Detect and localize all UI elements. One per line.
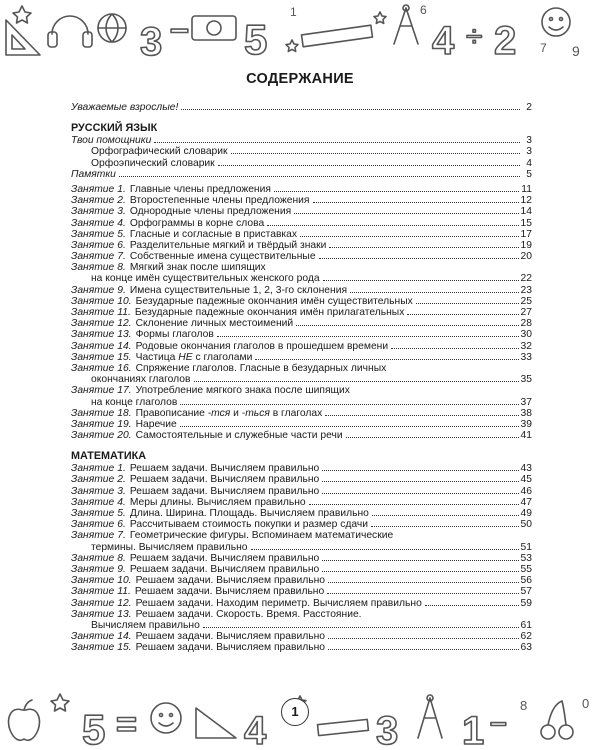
lesson-number: 15. [117,351,132,363]
entry-title: Меры длины. Вычисляем правильно [129,496,306,508]
lesson-label: Занятие [71,508,115,519]
lesson-number: 2. [117,474,126,486]
toc-entry-lesson[interactable] [71,195,532,206]
cherries-icon [541,701,573,739]
lesson-number: 5. [117,228,126,240]
lesson-number: 3. [117,206,126,218]
toc-entry-spelling[interactable] [71,146,532,157]
entry-page: 51 [520,541,532,553]
leader-dots [300,236,519,237]
entry-title: Орфограммы в корне слова [129,217,265,229]
toc-entry-lesson[interactable] [71,486,532,497]
entry-title: Мягкий знак после шипящих [129,262,266,274]
leader-dots [322,571,518,572]
entry-page: 38 [520,407,532,419]
lesson-label: Занятие [71,262,115,274]
entry-page: 20 [520,251,532,263]
toc-entry-lesson[interactable] [71,553,532,564]
toc-entry-lesson[interactable] [71,530,532,541]
decor-digit: 0 [582,696,590,711]
toc-entry-lesson[interactable] [71,363,532,374]
entry-title: Геометрические фигуры. Вспоминаем математические [129,530,394,542]
entry-page: 56 [520,575,532,587]
entry-page: 25 [520,295,532,307]
star-icon [374,12,386,23]
toc-entry-continuation[interactable] [71,374,532,385]
smiley-icon [151,703,181,733]
leader-dots [328,638,519,639]
toc-entry-lesson[interactable] [71,419,532,430]
entry-title: Решаем задачи. Вычисляем правильно [129,563,320,575]
lesson-number: 12. [117,597,132,609]
entry-title: Собственные имена существительные [129,251,316,263]
toc-entry-lesson[interactable] [71,463,532,474]
toc-entry-lesson[interactable] [71,184,532,195]
lesson-number: 13. [117,608,132,620]
decor-digit: 2 [494,19,517,62]
toc-entry-lesson[interactable] [71,318,532,329]
entry-page: 4 [526,157,532,169]
entry-title [136,408,323,419]
lesson-number: 11. [117,586,131,598]
entry-page: 62 [520,631,532,643]
toc-entry-lesson[interactable] [71,206,532,217]
lesson-number: 7. [117,251,126,263]
toc-entry-memos[interactable] [71,169,532,180]
leader-dots [296,325,518,326]
leader-dots [425,605,519,606]
toc-entry-lesson[interactable] [71,296,532,307]
decor-digit: 6 [420,3,427,17]
lesson-label: Занятие [71,318,115,330]
ruler-icon [318,719,369,735]
toc-entry-lesson[interactable] [71,218,532,229]
entry-title: Гласные и согласные в приставках [129,228,298,240]
toc-entry-continuation[interactable] [71,397,532,408]
lesson-number: 15. [117,642,132,654]
section-heading-russian: РУССКИЙ ЯЗЫК [71,122,158,135]
lesson-label: Занятие [71,563,115,575]
entry-title-italic: -тся [207,407,231,419]
toc-entry-continuation[interactable] [71,620,532,631]
toc-entry-lesson[interactable] [71,329,532,340]
lesson-number: 2. [117,195,126,207]
toc-entry-lesson[interactable] [71,609,532,620]
decor-digit: 4 [244,709,267,750]
entry-page: 3 [526,146,532,158]
entry-title [136,352,253,363]
toc-entry-lesson[interactable] [71,341,532,352]
decor-digit: 1 [290,5,297,19]
entry-title: Формы глаголов [135,329,214,341]
entry-page: 59 [520,597,532,609]
lesson-label: Занятие [71,530,115,542]
decor-digit: 9 [572,43,580,59]
lesson-number: 16. [117,362,132,374]
entry-title: Однородные члены предложения [129,206,292,218]
leader-dots [203,627,519,628]
entry-page: 55 [520,563,532,575]
decor-equals: = [116,703,138,744]
entry-page: 49 [520,508,532,519]
section-heading-math: МАТЕМАТИКА [71,450,147,463]
toc-entry-lesson[interactable] [71,251,532,262]
leader-dots [372,515,519,516]
toc-entry-lesson[interactable] [71,508,532,519]
lesson-label: Занятие [71,463,115,475]
lesson-label: Занятие [71,519,115,531]
leader-dots [328,582,519,583]
leader-dots [322,470,518,471]
lesson-label: Занятие [71,385,115,397]
entry-page: 19 [520,239,532,251]
leader-dots [329,247,518,248]
entry-page: 47 [520,496,532,508]
lesson-label: Занятие [71,284,115,296]
entry-title-italic: НЕ [178,351,193,363]
entry-page: 23 [520,284,532,296]
entry-title: Наречие [135,418,177,430]
lesson-number: 4. [117,496,126,508]
lesson-number: 14. [117,340,132,352]
decor-digit: 5 [82,706,106,750]
leader-dots [322,560,518,561]
lesson-label: Занятие [71,195,115,207]
decor-digit: 3 [376,709,399,750]
lesson-number: 9. [117,284,126,296]
top-decoration-band [0,0,600,62]
leader-dots [371,526,519,527]
toc-entry-lesson[interactable] [71,352,532,363]
leader-dots [231,153,520,154]
leader-dots [255,359,518,360]
lesson-label: Занятие [71,183,115,195]
leader-dots [391,348,518,349]
lesson-number: 1. [117,183,126,195]
ruler-icon [302,25,373,47]
toc-entry-lesson[interactable] [71,598,532,609]
entry-title-part: и [230,407,242,419]
toc-entry-continuation[interactable] [71,542,532,553]
decor-digit: 1 [462,709,485,750]
leader-dots [181,109,520,110]
leader-dots [294,213,518,214]
entry-page: 5 [526,168,532,180]
compass-icon [394,5,418,44]
decor-divide: ÷ [466,20,483,53]
entry-title: Имена существительные 1, 2, 3-го склонения [129,284,348,296]
entry-title-continued: на конце имён существительных женского рода [91,273,320,285]
toc-entry-lesson[interactable] [71,240,532,251]
entry-title-continued: окончаниях глаголов [91,374,191,386]
lesson-label: Занятие [71,340,115,352]
entry-title: Решаем задачи. Вычисляем правильно [129,552,320,564]
lesson-label: Занятие [71,575,115,587]
entry-title: Спряжение глаголов. Гласные в безударных личных [135,362,387,374]
lesson-label: Занятие [71,351,115,363]
star-icon [51,694,69,711]
entry-title: Второстепенные члены предложения [129,195,310,207]
lesson-label: Занятие [71,474,115,486]
headphones-icon [48,16,92,47]
star-icon [286,40,298,51]
lesson-number: 17. [117,385,132,397]
leader-dots [350,292,518,293]
leader-dots [346,437,519,438]
leader-dots [323,280,519,281]
toc-entry-lesson[interactable] [71,575,532,586]
entry-page: 15 [520,217,532,229]
entry-page: 35 [520,374,532,386]
money-bill-icon [192,16,236,40]
entry-title: Родовые окончания глаголов в прошедшем времени [135,340,389,352]
star-icon [13,6,31,23]
toc-entry-lesson[interactable] [71,385,532,396]
leader-dots [313,202,519,203]
entry-title: Решаем задачи. Вычисляем правильно [129,485,320,497]
leader-dots [328,649,519,650]
lesson-number: 6. [117,239,126,251]
lesson-number: 1. [117,463,126,475]
toc-entry-lesson[interactable] [71,564,532,575]
leader-dots [119,176,520,177]
entry-title: Безударные падежные окончания имён прилагательных [134,307,405,318]
entry-title: Уважаемые взрослые! [71,102,179,113]
toc-entry-lesson[interactable] [71,586,532,597]
toc-entry-lesson[interactable] [71,497,532,508]
lesson-number: 8. [117,262,126,274]
entry-page: 22 [520,273,532,285]
leader-dots [327,593,518,594]
entry-title: Безударные падежные окончания имён существительных [135,295,413,307]
lesson-label: Занятие [71,496,115,508]
lesson-label: Занятие [71,631,115,643]
lesson-number: 5. [117,508,126,519]
entry-title: Решаем задачи. Вычисляем правильно [134,586,325,598]
lesson-label: Занятие [71,307,115,318]
entry-title: Употребление мягкого знака после шипящих [135,385,350,397]
toc-entry-lesson[interactable] [71,285,532,296]
lesson-label: Занятие [71,418,115,430]
lesson-label: Занятие [71,407,115,419]
decor-digit: 7 [540,41,547,55]
lesson-label: Занятие [71,430,115,442]
toc-entry-pronunciation[interactable] [71,158,532,169]
lesson-number: 18. [117,407,132,419]
entry-page: 41 [520,430,532,442]
lesson-label: Занятие [71,597,115,609]
entry-page: 53 [520,552,532,564]
toc-entry-intro[interactable] [71,102,532,113]
lesson-label: Занятие [71,362,115,374]
entry-page: 12 [520,195,532,207]
decor-minus: – [170,10,189,48]
lesson-number: 4. [117,217,126,229]
entry-title: Решаем задачи. Вычисляем правильно [135,631,325,643]
entry-page: 3 [526,135,532,147]
entry-title: Решаем задачи. Вычисляем правильно [135,642,325,654]
leader-dots [319,258,519,259]
entry-page: 45 [520,474,532,486]
entry-page: 17 [520,228,532,240]
leader-dots [180,426,519,427]
entry-page: 43 [520,463,532,475]
entry-page: 63 [520,642,532,654]
lesson-label: Занятие [71,552,115,564]
entry-title-continued: Вычисляем правильно [91,619,200,631]
entry-page: 2 [526,102,532,113]
entry-title: Решаем задачи. Вычисляем правильно [135,575,325,587]
lesson-label: Занятие [71,642,115,654]
lesson-number: 10. [117,295,132,307]
entry-page: 46 [520,485,532,497]
lesson-number: 8. [117,552,126,564]
leader-dots [322,481,518,482]
entry-page: 27 [520,307,532,318]
page-title: СОДЕРЖАНИЕ [246,71,354,87]
entry-page: 28 [520,318,532,330]
entry-title: Памятки [71,168,116,180]
page-number: 1 [281,698,309,726]
entry-page: 39 [520,418,532,430]
triangle-ruler-icon [6,20,40,55]
entry-title: Самостоятельные и служебные части речи [135,430,343,442]
smiley-icon [542,8,570,36]
lesson-number: 19. [117,418,132,430]
entry-page: 50 [520,519,532,531]
decor-digit: 4 [432,19,455,62]
entry-title: Разделительные мягкий и твёрдый знаки [129,239,327,251]
lesson-label: Занятие [71,217,115,229]
lesson-number: 10. [117,575,132,587]
entry-page: 33 [520,351,532,363]
entry-title: Склонение личных местоимений [135,318,294,330]
entry-title: Решаем задачи. Вычисляем правильно [129,474,320,486]
decor-digit: 5 [244,16,268,62]
leader-dots [322,493,518,494]
toc-entry-helpers[interactable] [71,135,532,146]
decor-digit: 3 [140,20,163,62]
leader-dots [267,225,518,226]
entry-title-part: с глаголами [192,351,253,363]
lesson-label: Занятие [71,239,115,251]
entry-page: 11 [521,183,532,195]
toc-entry-lesson[interactable] [71,474,532,485]
entry-title: Орфографический словарик [91,146,228,158]
globe-icon [98,14,126,42]
leader-dots [218,165,520,166]
lesson-number: 14. [117,631,132,643]
leader-dots [180,404,518,405]
lesson-label: Занятие [71,329,115,341]
toc-entry-lesson[interactable] [71,229,532,240]
entry-page: 61 [520,619,532,631]
leader-dots [154,142,520,143]
compass-icon [418,695,442,738]
lesson-number: 7. [117,530,126,542]
apple-icon [9,700,40,740]
toc-entry-lesson[interactable] [71,631,532,642]
toc-entry-lesson[interactable] [71,307,532,318]
entry-title-part: Частица [135,351,179,363]
entry-title: Длина. Ширина. Площадь. Вычисляем правильно [129,508,369,519]
lesson-label: Занятие [71,295,115,307]
math-lessons-list [71,463,532,653]
lesson-label: Занятие [71,608,115,620]
lesson-label: Занятие [71,586,115,598]
lesson-label: Занятие [71,485,115,497]
decor-minus: – [490,706,507,739]
leader-dots [274,191,519,192]
lesson-label: Занятие [71,228,115,240]
entry-page: 37 [520,396,532,408]
lesson-number: 6. [117,519,126,531]
lesson-label: Занятие [71,251,115,263]
lesson-number: 13. [117,329,132,341]
lesson-label: Занятие [71,206,115,218]
lesson-number: 3. [117,485,126,497]
lesson-number: 12. [117,318,132,330]
toc-entry-continuation[interactable] [71,273,532,284]
entry-page: 14 [520,206,532,218]
toc-entry-lesson[interactable] [71,430,532,441]
toc-entry-lesson[interactable] [71,408,532,419]
lesson-number: 11. [117,307,131,318]
entry-page: 57 [520,586,532,598]
russian-lessons-list [71,184,532,441]
toc-entry-lesson[interactable] [71,519,532,530]
lesson-number: 20. [117,430,132,442]
entry-page: 32 [520,340,532,352]
triangle-ruler-icon [196,708,236,738]
table-of-contents [71,102,532,653]
entry-title: Решаем задачи. Находим периметр. Вычисляем правильно [135,597,422,609]
entry-title: Твои помощники [71,135,152,147]
entry-title: Орфоэпический словарик [91,157,215,169]
leader-dots [407,314,518,315]
entry-title: Главные члены предложения [129,183,271,195]
entry-title: Решаем задачи. Скорость. Время. Расстояние. [135,608,362,620]
leader-dots [251,549,519,550]
entry-title-continued: на конце глаголов [91,396,178,408]
entry-page: 30 [520,329,532,341]
decor-digit: 8 [520,698,528,713]
toc-entry-lesson[interactable] [71,642,532,653]
leader-dots [416,303,519,304]
entry-title-part: Правописание [135,407,208,419]
leader-dots [217,336,519,337]
entry-title-part: в глаголах [269,407,323,419]
entry-title: Рассчитываем стоимость покупки и размер сдачи [129,519,368,531]
entry-title: Решаем задачи. Вычисляем правильно [129,463,320,475]
leader-dots [194,381,519,382]
leader-dots [325,415,518,416]
entry-title-italic: -ться [241,407,270,419]
lesson-number: 9. [117,563,126,575]
entry-title-continued: термины. Вычисляем правильно [91,541,248,553]
toc-entry-lesson[interactable] [71,262,532,273]
leader-dots [309,504,519,505]
